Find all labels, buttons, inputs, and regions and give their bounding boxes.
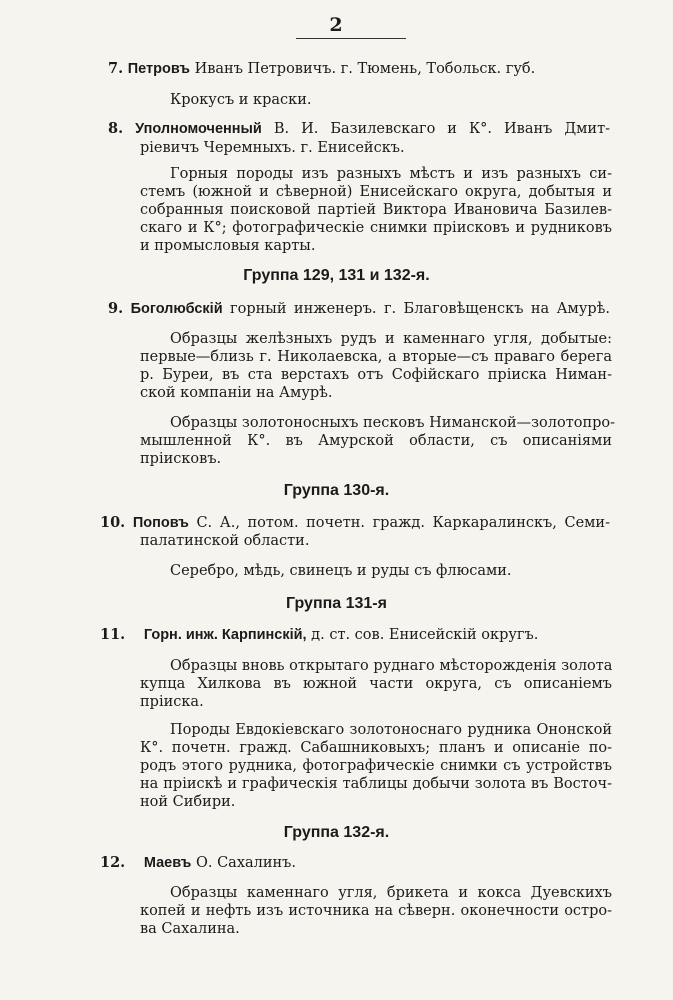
group-heading: Группа 130-я. bbox=[283, 482, 390, 499]
entry-10-heading bbox=[100, 516, 610, 531]
entry-12-description-line: копей и нефть изъ источника на сѣверн. оконечности остро- bbox=[140, 903, 612, 919]
entry-number: 12. bbox=[100, 854, 126, 871]
entry-9-description-line: первые—близь г. Николаевска, а вторые—съ праваго берега bbox=[140, 349, 612, 365]
entry-11-description-line: ной Сибири. bbox=[140, 794, 236, 810]
entry-number: 10. bbox=[100, 514, 126, 531]
entry-number: 7. bbox=[108, 60, 124, 77]
entry-11-heading bbox=[100, 628, 538, 643]
entry-12-description-line: Образцы каменнаго угля, брикета и кокса Дуевскихъ bbox=[170, 885, 612, 901]
entry-8-description-line: скаго и К°; фотографическіе снимки пріисковъ и рудниковъ bbox=[140, 220, 612, 236]
entry-8-description-line: и промысловыя карты. bbox=[140, 238, 316, 254]
entry-9-heading bbox=[108, 302, 610, 317]
entry-9-description-line: пріисковъ. bbox=[140, 451, 222, 467]
entry-10-heading-cont: палатинской области. bbox=[140, 533, 310, 549]
entry-12-description-line: ва Сахалина. bbox=[140, 921, 240, 937]
entry-9-description-line: Образцы желѣзныхъ рудъ и каменнаго угля, добытые: bbox=[170, 331, 612, 347]
entry-number: 11. bbox=[100, 626, 126, 643]
entry-8-heading-cont: ріевичъ Черемныхъ. г. Енисейскъ. bbox=[140, 140, 405, 156]
entry-details: О. Сахалинъ. bbox=[191, 855, 297, 871]
entry-11-description-line: К°. почетн. гражд. Сабашниковыхъ; планъ и описаніе по- bbox=[140, 740, 612, 756]
entry-11-description-line: купца Хилкова въ южной части округа, съ описаніемъ bbox=[140, 676, 612, 692]
group-heading: Группа 132-я. bbox=[283, 824, 390, 841]
entry-name: Горн. инж. Карпинскій, bbox=[143, 627, 307, 643]
entry-9-description-line: Образцы золотоносныхъ песковъ Ниманской—золотопро- bbox=[170, 415, 616, 431]
entry-name: Боголюбскій bbox=[130, 301, 223, 317]
entry-8-description-line: стемъ (южной и сѣверной) Енисейскаго округа, добытыя и bbox=[140, 184, 612, 200]
entry-11-description-line: пріиска. bbox=[140, 694, 204, 710]
entry-name: Уполномоченный bbox=[135, 121, 262, 137]
entry-details: С. А., потом. почетн. гражд. Каркаралинскъ, Семи- bbox=[188, 515, 610, 531]
entry-8-description-line: Горныя породы изъ разныхъ мѣстъ и изъ разныхъ си- bbox=[170, 166, 612, 182]
entry-9-description-line: р. Буреи, въ ста верстахъ отъ Софійскаго пріиска Ниман- bbox=[140, 367, 612, 383]
group-heading: Группа 131-я bbox=[286, 595, 387, 612]
entry-11-description-line: на пріискѣ и графическія таблицы добычи золота въ Восточ- bbox=[140, 776, 612, 792]
page-number-rule bbox=[296, 38, 406, 39]
group-heading: Группа 129, 131 и 132-я. bbox=[243, 267, 430, 284]
page-number: 2 bbox=[329, 14, 343, 36]
entry-10-description: Серебро, мѣдь, свинецъ и руды съ флюсами. bbox=[170, 563, 512, 579]
entry-number: 9. bbox=[108, 300, 124, 317]
entry-8-heading bbox=[108, 122, 610, 137]
entry-details: Иванъ Петровичъ. г. Тюмень, Тобольск. губ. bbox=[189, 61, 536, 77]
entry-details: В. И. Базилевскаго и К°. Иванъ Дмит- bbox=[261, 121, 611, 137]
entry-9-description-line: ской компаніи на Амурѣ. bbox=[140, 385, 333, 401]
entry-11-description-line: родъ этого рудника, фотографическіе снимки съ устройствъ bbox=[140, 758, 612, 774]
entry-name: Маевъ bbox=[143, 855, 192, 871]
entry-name: Петровъ bbox=[127, 61, 190, 77]
entry-number: 8. bbox=[108, 120, 124, 137]
entry-9-description-line: мышленной К°. въ Амурской области, съ описаніями bbox=[140, 433, 612, 449]
entry-8-description-line: собранныя поисковой партіей Виктора Ивановича Базилев- bbox=[140, 202, 612, 218]
entry-name: Поповъ bbox=[132, 515, 189, 531]
entry-12-heading bbox=[100, 856, 296, 871]
entry-11-description-line: Образцы вновь открытаго руднаго мѣсторожденія золота bbox=[170, 658, 613, 674]
entry-details: д. ст. сов. Енисейскій округъ. bbox=[306, 627, 539, 643]
entry-7-description: Крокусъ и краски. bbox=[170, 92, 312, 108]
entry-7-heading bbox=[108, 62, 535, 77]
entry-11-description-line: Породы Евдокіевскаго золотоноснаго рудника Ононской bbox=[170, 722, 612, 738]
entry-details: горный инженеръ. г. Благовѣщенскъ на Амурѣ. bbox=[222, 301, 610, 317]
